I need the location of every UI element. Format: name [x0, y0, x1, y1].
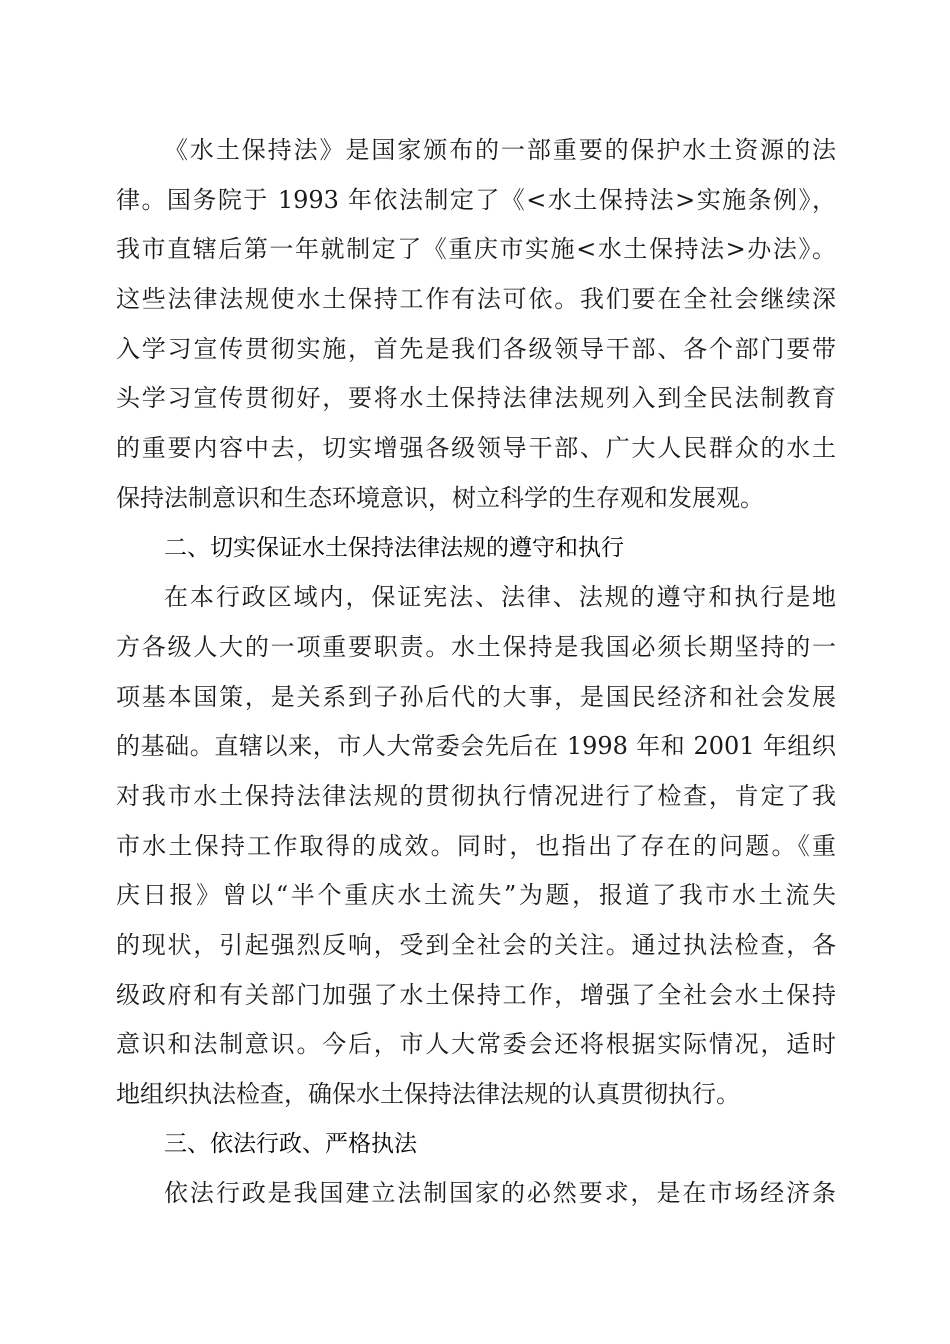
paragraph-law-enforcement — [116, 573, 836, 1120]
text-line: 地组织执法检查，确保水土保持法律法规的认真贯彻执行。 — [116, 1080, 740, 1109]
section-heading-3: 三、依法行政、严格执法 — [164, 1130, 417, 1157]
text-line: 的重要内容中去，切实增强各级领导干部、广大人民群众的水土 — [116, 434, 836, 463]
text-line: 入学习宣传贯彻实施，首先是我们各级领导干部、各个部门要带 — [116, 334, 836, 363]
text-line: 《水土保持法》是国家颁布的一部重要的保护水土资源的法 — [164, 136, 836, 164]
document-body — [116, 126, 836, 1219]
text-line: 项基本国策，是关系到子孙后代的大事，是国民经济和社会发展 — [116, 682, 836, 711]
text-line: 市水土保持工作取得的成效。同时，也指出了存在的问题。《重 — [116, 831, 836, 860]
text-line: 在本行政区域内，保证宪法、法律、法规的遵守和执行是地 — [164, 583, 836, 612]
text-line: 的基础。直辖以来，市人大常委会先后在 1998 年和 2001 年组织 — [116, 732, 836, 761]
text-line: 级政府和有关部门加强了水土保持工作，增强了全社会水土保持 — [116, 980, 836, 1009]
text-line: 的现状，引起强烈反响，受到全社会的关注。通过执法检查，各 — [116, 931, 836, 959]
text-line: 意识和法制意识。今后，市人大常委会还将根据实际情况，适时 — [116, 1030, 836, 1059]
text-line: 庆日报》曾以“半个重庆水土流失”为题，报道了我市水土流失 — [116, 881, 836, 910]
text-line: 头学习宣传贯彻好，要将水土保持法律法规列入到全民法制教育 — [116, 384, 836, 413]
paragraph-water-law-intro — [116, 126, 836, 524]
text-line: 对我市水土保持法律法规的贯彻执行情况进行了检查，肯定了我 — [116, 781, 836, 810]
text-line: 律。国务院于 1993 年依法制定了《<水土保持法>实施条例》， — [116, 185, 836, 214]
section-heading-2: 二、切实保证水土保持法律法规的遵守和执行 — [164, 534, 624, 561]
text-line: 我市直辖后第一年就制定了《重庆市实施<水土保持法>办法》。 — [116, 235, 836, 264]
text-line: 依法行政是我国建立法制国家的必然要求，是在市场经济条 — [164, 1179, 836, 1208]
text-line: 保持法制意识和生态环境意识，树立科学的生存观和发展观。 — [116, 483, 764, 512]
text-line: 这些法律法规使水土保持工作有法可依。我们要在全社会继续深 — [116, 285, 836, 314]
paragraph-administration-by-law — [116, 1169, 836, 1219]
text-line: 方各级人大的一项重要职责。水土保持是我国必须长期坚持的一 — [116, 632, 836, 661]
